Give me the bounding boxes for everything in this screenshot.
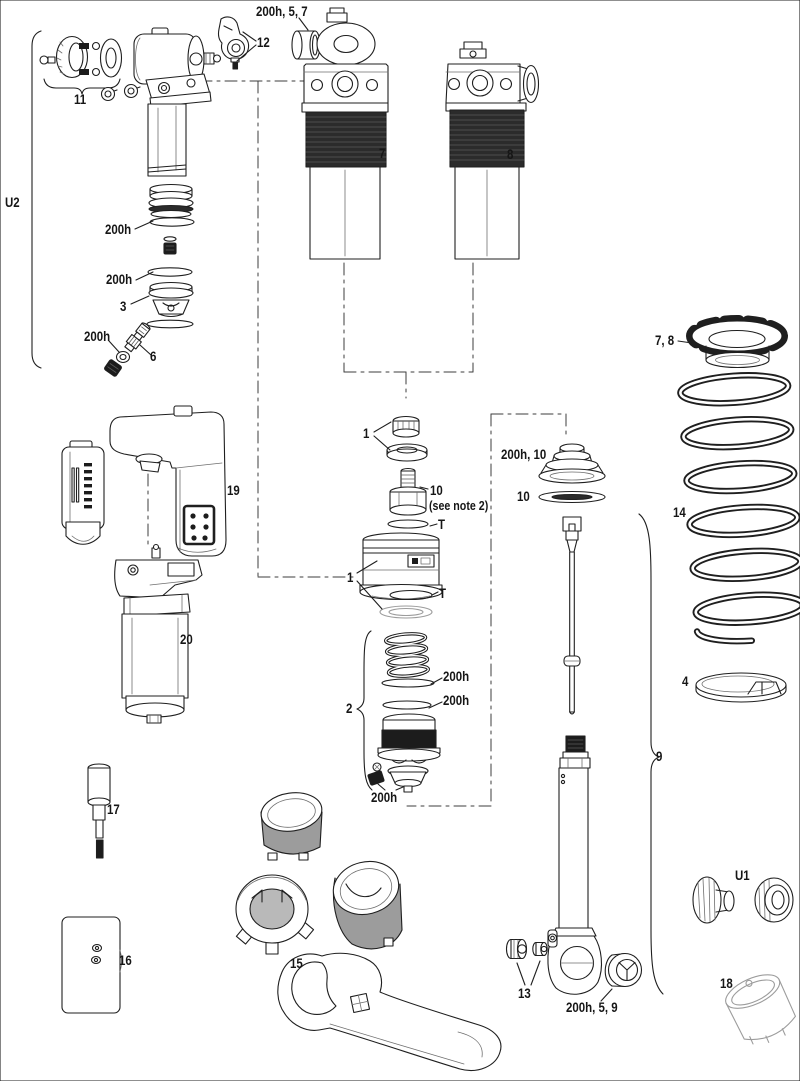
part-1-ring-nut	[387, 444, 427, 461]
label-collar-7-8: 7, 8	[655, 332, 675, 348]
label-cap-200h-10: 200h, 10	[501, 446, 547, 462]
label-part-17: 17	[107, 801, 120, 817]
label-part-6: 6	[150, 348, 157, 364]
label-part-2: 2	[346, 700, 353, 716]
label-part-1-lower: 1	[347, 569, 354, 585]
label-200h-mid-left: 200h	[106, 271, 133, 287]
label-bushing-200h-5-9: 200h, 5, 9	[566, 999, 618, 1015]
label-part-3: 3	[120, 298, 127, 314]
part-1-valve-cap	[393, 417, 419, 438]
label-part-8: 8	[507, 146, 514, 162]
label-200h-right-1: 200h	[443, 668, 470, 684]
label-group-u1: U1	[735, 867, 750, 883]
part-2-seal-lower	[383, 701, 431, 709]
u2-seal-200h-upper	[150, 218, 194, 226]
part-19-battery	[62, 441, 104, 544]
label-part-12: 12	[257, 34, 270, 50]
label-part-18: 18	[720, 975, 733, 991]
u2-shim-seal	[147, 320, 193, 328]
label-part-1-upper: 1	[363, 425, 370, 441]
label-see-note-2: (see note 2)	[429, 498, 489, 513]
label-part-19: 19	[227, 482, 240, 498]
label-part-14: 14	[673, 504, 686, 520]
label-seal-t-upper: T	[438, 516, 446, 532]
label-part-16: 16	[119, 952, 132, 968]
label-200h-right-2: 200h	[443, 692, 470, 708]
label-200h-bottom: 200h	[371, 789, 398, 805]
label-part-13: 13	[518, 985, 531, 1001]
label-part-11: 11	[74, 91, 87, 107]
part-2-piston	[378, 714, 440, 763]
u2-seal-200h-lower	[148, 268, 192, 276]
label-200h-lower-left: 200h	[84, 328, 111, 344]
label-part-10-right: 10	[517, 488, 530, 504]
label-part-4: 4	[682, 673, 689, 689]
part-2-seal-upper	[382, 679, 434, 687]
label-part-10-mid: 10	[430, 482, 443, 498]
u2-small-valve-bits	[164, 237, 176, 254]
label-200h-upper-left: 200h	[105, 221, 132, 237]
label-group-u2: U2	[5, 194, 20, 210]
part-16-cylinder-block	[62, 917, 122, 1013]
label-part-15: 15	[290, 955, 303, 971]
washer-10	[539, 492, 605, 503]
label-part-7: 7	[379, 145, 386, 161]
label-seal-t-lower: T	[439, 585, 447, 601]
u2-seal-head-stack	[149, 185, 193, 218]
label-part-9: 9	[656, 748, 663, 764]
label-bumper-200h-5-7: 200h, 5, 7	[256, 3, 308, 19]
u2-200h-washer	[117, 352, 130, 363]
bushing-200h-5-9	[605, 954, 641, 987]
part-1-air-can	[360, 533, 442, 600]
label-part-20: 20	[180, 631, 193, 647]
